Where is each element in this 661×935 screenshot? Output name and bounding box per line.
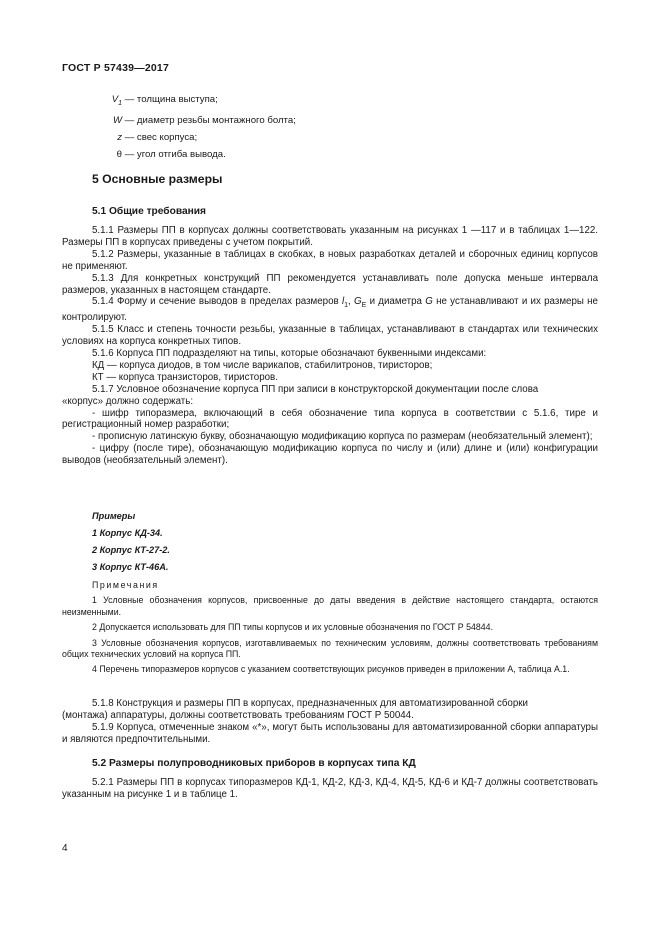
paragraph: 5.1.5 Класс и степень точности резьбы, указанные в таблицах, устанавливают в стандартах или технических условиях на корпуса конкретных типов. bbox=[62, 324, 598, 348]
symbol: G bbox=[354, 296, 362, 308]
definition-text: — диаметр резьбы монтажного болта; bbox=[124, 114, 296, 126]
text-span: 5.1.4 Форму и сечение выводов в пределах размеров bbox=[92, 296, 342, 308]
text-span: , bbox=[348, 296, 355, 308]
note-item: 3 Условные обозначения корпусов, изготавливаемых по техническим условиям, должны соответствовать требованиям общих технических условий на корпуса ПП. bbox=[62, 637, 598, 660]
symbol: W bbox=[112, 114, 122, 126]
text-span: не устанавливают и их размеры не контролируют. bbox=[62, 296, 598, 324]
paragraph: 5.2.1 Размеры ПП в корпусах типоразмеров КД-1, КД-2, КД-3, КД-4, КД-5, КД-6 и КД-7 должны соответствовать указанным на рисунке 1 и в таблице 1. bbox=[62, 777, 598, 800]
example-item: 3 Корпус КТ-46А. bbox=[92, 562, 169, 572]
paragraph: 5.1.2 Размеры, указанные в таблицах в скобках, в новых разработках деталей и сборочных единиц корпусов не применяют. bbox=[62, 248, 598, 272]
definition-row bbox=[96, 91, 296, 112]
examples-block bbox=[92, 508, 170, 576]
paragraph: 5.1.7 Условное обозначение корпуса ПП при записи в конструкторской документации после слова bbox=[92, 383, 539, 395]
page-number: 4 bbox=[62, 843, 68, 854]
example-item: 1 Корпус КД-34. bbox=[92, 528, 163, 538]
note-item: 4 Перечень типоразмеров корпусов с указанием соответствующих рисунков приведен в приложении А, таблица А.1. bbox=[92, 664, 570, 675]
paragraph: «корпус» должно содержать: bbox=[62, 395, 194, 407]
text-span: и диаметра bbox=[366, 296, 426, 308]
definition-text: — свес корпуса; bbox=[124, 131, 198, 143]
definition-text: — толщина выступа; bbox=[124, 94, 218, 105]
symbol-subscript: E bbox=[361, 302, 367, 310]
symbol: θ bbox=[116, 148, 122, 160]
subsection-title: 5.2 Размеры полупроводниковых приборов в корпусах типа КД bbox=[92, 758, 416, 769]
paragraph: КТ — корпуса транзисторов, тиристоров. bbox=[92, 371, 278, 383]
note-item: 1 Условные обозначения корпусов, присвоенные до даты введения в действие настоящего стандарта, остаются неизменными. bbox=[62, 595, 598, 617]
standard-header: ГОСТ Р 57439—2017 bbox=[62, 62, 170, 74]
paragraph: 5.1.9 Корпуса, отмеченные знаком «*», могут быть использованы для автоматизированной сборки аппаратуры и являются предпочтительными. bbox=[62, 721, 598, 745]
list-item: - цифру (после тире), обозначающую модификацию корпуса по числу и (или) длине и (или) конфигурации выводов (необязательный элемент). bbox=[62, 443, 598, 467]
examples-heading: Примеры bbox=[92, 511, 136, 521]
list-item: - шифр типоразмера, включающий в себя обозначение типа корпуса в соответствии с 5.1.6, тире и регистрационный номер разработки; bbox=[62, 407, 598, 431]
symbol-definitions bbox=[96, 91, 296, 163]
note-item: 2 Допускается использовать для ПП типы корпусов и их условные обозначения по ГОСТ Р 54844. bbox=[92, 622, 494, 633]
list-item: - прописную латинскую букву, обозначающую модификацию корпуса по размерам (необязательный элемент); bbox=[92, 431, 593, 443]
subsection-title: 5.1 Общие требования bbox=[92, 206, 206, 217]
symbol: l bbox=[341, 296, 345, 308]
body-text-block-1 bbox=[62, 225, 598, 467]
body-text-block-2 bbox=[62, 698, 598, 746]
paragraph: КД — корпуса диодов, в том числе варикапов, стабилитронов, тиристоров; bbox=[92, 359, 433, 371]
notes-heading: Примечания bbox=[92, 580, 159, 590]
definition-text: — угол отгиба вывода. bbox=[124, 148, 226, 160]
symbol-subscript: 1 bbox=[118, 99, 122, 107]
definition-row bbox=[96, 146, 296, 163]
paragraph: (монтажа) аппаратуры, должны соответствовать требованиям ГОСТ Р 50044. bbox=[62, 709, 414, 721]
paragraph bbox=[62, 296, 598, 324]
body-text-block-3 bbox=[62, 777, 598, 801]
symbol-subscript: 1 bbox=[344, 302, 349, 310]
definition-row bbox=[96, 129, 296, 146]
paragraph: 5.1.3 Для конкретных конструкций ПП рекомендуется устанавливать поле допуска меньше интервала размеров, указанных в настоящем стандарте. bbox=[62, 272, 598, 296]
paragraph: 5.1.6 Корпуса ПП подразделяют на типы, которые обозначают буквенными индексами: bbox=[92, 348, 487, 359]
paragraph: 5.1.1 Размеры ПП в корпусах должны соответствовать указанным на рисунках 1 —117 и в таблицах 1—122. Размеры ПП в корпусах приведены с учетом покрытий. bbox=[62, 225, 598, 248]
example-item: 2 Корпус КТ-27-2. bbox=[92, 545, 170, 555]
paragraph: 5.1.8 Конструкция и размеры ПП в корпусах, предназначенных для автоматизированной сборки bbox=[92, 698, 528, 709]
symbol: V bbox=[111, 94, 119, 105]
notes-block bbox=[62, 580, 598, 676]
symbol: z bbox=[117, 131, 122, 143]
definition-row bbox=[96, 112, 296, 129]
symbol: G bbox=[425, 296, 433, 308]
section-title: 5 Основные размеры bbox=[92, 172, 223, 186]
